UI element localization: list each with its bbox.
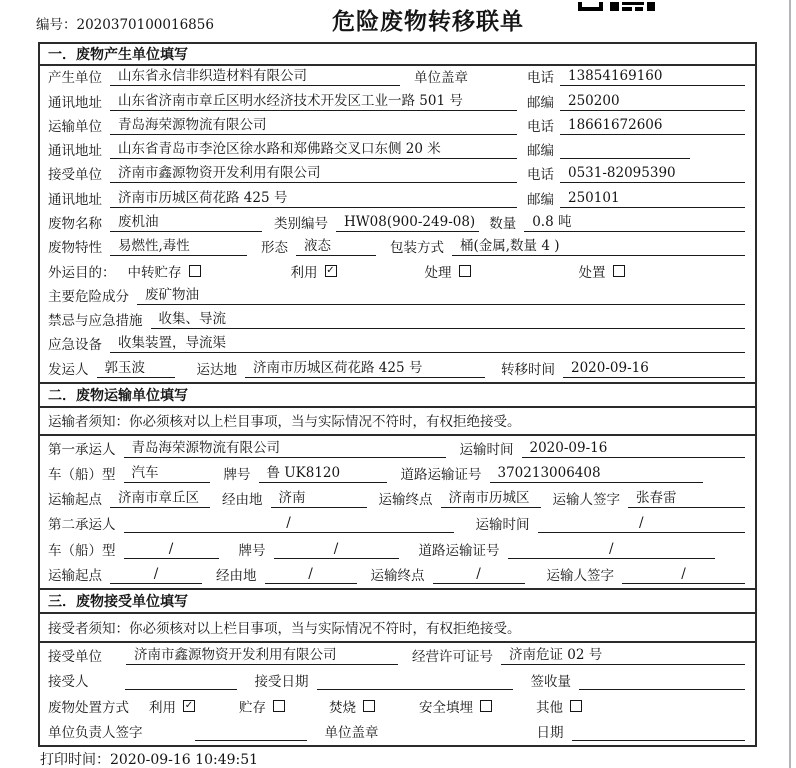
field-label: 邮编	[527, 191, 554, 208]
second-carrier-row	[40, 512, 755, 537]
disposal-option-storage	[239, 696, 285, 716]
checkbox-icon	[363, 700, 375, 712]
field-label: 接受单位	[48, 167, 102, 184]
business-license-value: 济南危证 02 号	[501, 643, 745, 665]
form-state-value: 液态	[296, 234, 376, 256]
field-label: 经由地	[222, 492, 263, 509]
address-value: 山东省济南市章丘区明水经济技术开发区工业一路 501 号	[110, 89, 517, 111]
purpose-option-treat	[425, 261, 471, 281]
transporter-signature-value: /	[622, 566, 745, 584]
consignor-value: 郭玉波	[97, 356, 175, 378]
field-label: 牌号	[238, 542, 266, 559]
field-label: 包装方式	[390, 240, 444, 257]
field-label: 运输终点	[370, 567, 425, 584]
via-value: 济南	[271, 486, 367, 508]
postcode-value	[560, 157, 690, 159]
disposal-option-landfill	[419, 696, 492, 716]
postcode-value: 250101	[560, 190, 745, 208]
transfer-time-value: 2020-09-16	[563, 360, 745, 378]
carrier-value: 青岛海荣源物流有限公司	[124, 436, 446, 458]
quantity-value: 0.8 吨	[524, 210, 745, 232]
checkbox-icon	[459, 265, 471, 277]
hazard-component-value: 废矿物油	[137, 283, 745, 305]
field-label: 应急设备	[48, 337, 102, 354]
form-box	[38, 42, 757, 747]
checkbox-icon	[480, 700, 492, 712]
transport-unit-value: 青岛海荣源物流有限公司	[110, 113, 517, 135]
field-label: 经营许可证号	[412, 648, 493, 665]
consignor-row	[40, 357, 755, 381]
option-label: 中转贮存	[127, 264, 182, 281]
origin-value: /	[110, 566, 202, 584]
field-label: 第一承运人	[48, 441, 116, 458]
transfer-purpose-row	[40, 260, 755, 284]
phone-value: 13854169160	[560, 68, 745, 86]
field-label: 运输终点	[378, 492, 433, 509]
field-label: 电话	[527, 167, 554, 184]
field-label: 外运目的：	[48, 264, 116, 281]
address-value: 济南市历城区荷花路 425 号	[110, 186, 517, 208]
field-label: 运输起点	[48, 567, 102, 584]
option-label: 利用	[290, 264, 318, 281]
plate-number-value: /	[274, 541, 399, 559]
field-label: 日期	[536, 725, 564, 741]
waste-property-value: 易燃性,毒性	[110, 234, 247, 256]
vehicle-type-row-2	[40, 537, 755, 562]
serial-number	[36, 13, 214, 33]
route-row	[40, 487, 755, 512]
transport-unit-row	[40, 115, 755, 139]
generator-address-row	[40, 90, 755, 114]
receiver-address-row	[40, 187, 755, 211]
checkbox-checked-icon: ✓	[184, 699, 194, 711]
field-label: 道路运输证号	[400, 467, 482, 484]
checkbox-icon	[570, 700, 582, 712]
generator-unit-row	[40, 66, 755, 90]
via-value: /	[265, 566, 357, 584]
transporter-signature-value: 张春雷	[628, 486, 745, 508]
print-time-value: 2020-09-16 10:49:51	[110, 752, 259, 768]
address-value: 山东省青岛市李沧区徐水路和郑佛路交叉口东侧 20 米	[110, 137, 517, 159]
field-label: 运达地	[196, 361, 237, 378]
field-label: 废物特性	[48, 240, 102, 257]
field-label: 发运人	[48, 361, 89, 378]
emergency-equipment-row	[40, 333, 755, 357]
checkbox-icon	[189, 265, 201, 277]
transport-time-value: 2020-09-16	[522, 440, 746, 458]
destination-value: 济南市历城区荷花路 425 号	[245, 356, 485, 378]
field-label: 运输人签字	[552, 492, 620, 509]
postcode-value: 250200	[560, 93, 745, 111]
serial-value: 2020370100016856	[76, 17, 214, 33]
origin-value: 济南市章丘区	[110, 486, 210, 508]
carrier-value: /	[124, 515, 454, 533]
field-label: 第二承运人	[48, 517, 116, 534]
receiver-unit-value: 济南市鑫源物资开发利用有限公司	[110, 161, 517, 183]
checkbox-checked-icon: ✓	[326, 264, 335, 276]
unit-seal-label: 单位盖章	[324, 725, 379, 741]
option-label: 安全填埋	[419, 699, 473, 716]
section3-heading: 三．废物接受单位填写	[40, 588, 755, 614]
serial-label: 编号：	[36, 17, 77, 33]
category-code-value: HW08(900-249-08)	[336, 214, 479, 232]
page-title: 危险废物转移联单	[332, 9, 524, 35]
phone-value: 0531-82095390	[560, 165, 745, 183]
road-license-value: /	[508, 541, 716, 559]
field-label: 转移时间	[501, 361, 555, 378]
emergency-equipment-value: 收集装置，导流渠	[110, 331, 745, 353]
field-label: 废物名称	[48, 216, 102, 233]
field-label: 单位负责人签字	[48, 725, 143, 741]
field-label: 邮编	[527, 143, 554, 160]
section2-heading: 二．废物运输单位填写	[40, 382, 755, 408]
first-carrier-row	[40, 436, 755, 461]
receiver-unit-row	[40, 163, 755, 187]
field-label: 形态	[261, 240, 288, 257]
signed-quantity-value	[579, 688, 745, 690]
disposal-option-other	[536, 696, 582, 716]
transport-time-value: /	[538, 515, 746, 533]
endpoint-value: 济南市历城区	[441, 486, 541, 508]
responsible-signature-row	[40, 720, 755, 745]
field-label: 车（船）型	[48, 542, 116, 559]
accepting-unit-row	[40, 643, 755, 669]
waste-property-row	[40, 236, 755, 260]
field-label: 产生单位	[48, 70, 102, 87]
field-label: 牌号	[223, 467, 251, 484]
acceptor-value	[125, 688, 237, 690]
field-label: 道路运输证号	[418, 542, 500, 559]
section1-heading: 一．废物产生单位填写	[40, 44, 755, 66]
receiver-notice: 接受者须知：你必须核对以上栏目事项，当与实际情况不符时，有权拒绝接受。	[40, 614, 755, 644]
option-label: 利用	[149, 699, 176, 716]
taboo-measures-row	[40, 309, 755, 333]
waste-name-value: 废机油	[110, 210, 262, 232]
vehicle-type-value: 汽车	[124, 461, 210, 483]
field-label: 禁忌与应急措施	[48, 313, 143, 330]
print-time	[40, 749, 258, 768]
phone-value: 18661672606	[560, 117, 745, 135]
vehicle-type-row	[40, 462, 755, 487]
route-row-2	[40, 563, 755, 588]
field-label: 数量	[489, 216, 517, 233]
qr-code-icon	[578, 0, 656, 16]
packaging-value: 桶(金属,数量 4 )	[452, 234, 745, 256]
field-label: 通讯地址	[48, 143, 102, 160]
checkbox-icon	[613, 265, 625, 277]
disposal-option-use	[149, 696, 195, 716]
field-label: 电话	[527, 70, 554, 87]
field-label: 接受人	[48, 674, 89, 691]
plate-number-value: 鲁 UK8120	[259, 461, 387, 483]
accepting-unit-value: 济南市鑫源物资开发利用有限公司	[126, 643, 398, 665]
page-edge-line	[789, 0, 791, 768]
purpose-option-storage	[128, 261, 201, 281]
option-label: 其他	[536, 699, 563, 716]
taboo-measures-value: 收集、导流	[151, 307, 746, 329]
acceptor-row	[40, 669, 755, 694]
unit-seal-label: 单位盖章	[414, 70, 468, 87]
responsible-signature-value	[195, 739, 307, 741]
seal-date-value	[572, 739, 746, 741]
field-label: 运输时间	[475, 517, 530, 534]
field-label: 通讯地址	[48, 191, 102, 208]
field-label: 经由地	[216, 567, 257, 584]
field-label: 运输时间	[459, 441, 514, 458]
disposal-method-row	[40, 694, 755, 719]
field-label: 签收量	[530, 674, 571, 691]
generator-unit-value: 山东省永信非织造材料有限公司	[110, 64, 400, 86]
field-label: 通讯地址	[48, 94, 102, 111]
field-label: 运输单位	[48, 118, 102, 135]
field-label: 接受单位	[48, 648, 102, 665]
option-label: 贮存	[239, 699, 266, 716]
field-label: 主要危险成分	[48, 288, 129, 305]
option-label: 焚烧	[329, 699, 356, 716]
disposal-option-incinerate	[329, 696, 375, 716]
field-label: 邮编	[527, 94, 554, 111]
purpose-option-dispose	[579, 261, 625, 281]
transport-address-row	[40, 139, 755, 163]
waste-name-row	[40, 212, 755, 236]
field-label: 运输人签字	[546, 567, 614, 584]
purpose-option-use	[291, 261, 337, 281]
road-license-value: 370213006408	[490, 465, 704, 483]
field-label: 电话	[527, 118, 554, 135]
option-label: 处置	[578, 264, 606, 281]
print-time-label: 打印时间：	[40, 752, 110, 768]
field-label: 接受日期	[254, 674, 309, 691]
field-label: 类别编号	[274, 216, 328, 233]
endpoint-value: /	[433, 566, 525, 584]
hazard-component-row	[40, 285, 755, 309]
field-label: 运输起点	[48, 492, 102, 509]
option-label: 处理	[424, 264, 452, 281]
field-label: 废物处置方式	[48, 699, 129, 716]
accept-date-value	[317, 688, 513, 690]
checkbox-icon	[273, 700, 285, 712]
field-label: 车（船）型	[48, 467, 116, 484]
vehicle-type-value: /	[124, 541, 219, 559]
transporter-notice: 运输者须知：你必须核对以上栏目事项，当与实际情况不符时，有权拒绝接受。	[40, 408, 755, 437]
